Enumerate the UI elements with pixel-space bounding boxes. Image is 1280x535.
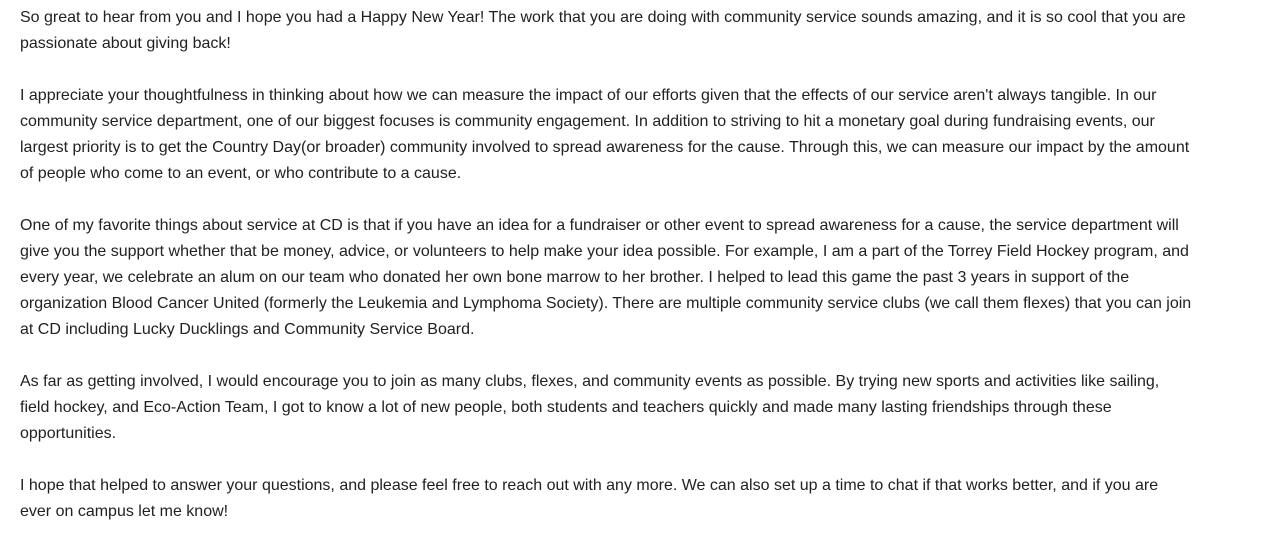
text-line: community service department, one of our biggest focuses is community engagement. In addition to striving to hit a monetary goal during fundraising events, our xyxy=(20,113,1155,130)
text-line: passionate about giving back! xyxy=(20,35,231,52)
paragraph-closing xyxy=(20,473,1280,525)
text-line: largest priority is to get the Country Day(or broader) community involved to spread awareness for the cause. Through this, we can measure our impact by the amount xyxy=(20,139,1190,156)
text-line: So great to hear from you and I hope you had a Happy New Year! The work that you are doing with community service sounds amazing, and it is so cool that you are xyxy=(20,9,1186,26)
paragraph-service-at-cd xyxy=(20,213,1280,343)
text-line: One of my favorite things about service at CD is that if you have an idea for a fundraiser or other event to spread awareness for a cause, the service department will xyxy=(20,217,1179,234)
text-line: at CD including Lucky Ducklings and Community Service Board. xyxy=(20,321,475,338)
text-line: organization Blood Cancer United (formerly the Leukemia and Lymphoma Society). There are multiple community service clubs (we call them flexes) that you can join xyxy=(20,295,1192,312)
text-line: ever on campus let me know! xyxy=(20,503,229,520)
text-line: I hope that helped to answer your questions, and please feel free to reach out with any more. We can also set up a time to chat if that works better, and if you are xyxy=(20,477,1159,494)
paragraph-getting-involved xyxy=(20,369,1280,447)
text-line: I appreciate your thoughtfulness in thinking about how we can measure the impact of our efforts given that the effects of our service aren't always tangible. In our xyxy=(20,87,1157,104)
text-line: As far as getting involved, I would encourage you to join as many clubs, flexes, and community events as possible. By trying new sports and activities like sailing, xyxy=(20,373,1160,390)
text-line: every year, we celebrate an alum on our team who donated her own bone marrow to her brother. I helped to lead this game the past 3 years in support of the xyxy=(20,269,1130,286)
text-line: of people who come to an event, or who contribute to a cause. xyxy=(20,165,462,182)
paragraph-measuring-impact xyxy=(20,83,1280,187)
text-line: field hockey, and Eco-Action Team, I got to know a lot of new people, both students and teachers quickly and made many lasting friendships through these xyxy=(20,399,1112,416)
text-line: give you the support whether that be money, advice, or volunteers to help make your idea possible. For example, I am a part of the Torrey Field Hockey program, and xyxy=(20,243,1189,260)
text-line: opportunities. xyxy=(20,425,117,442)
paragraph-greeting xyxy=(20,5,1280,57)
